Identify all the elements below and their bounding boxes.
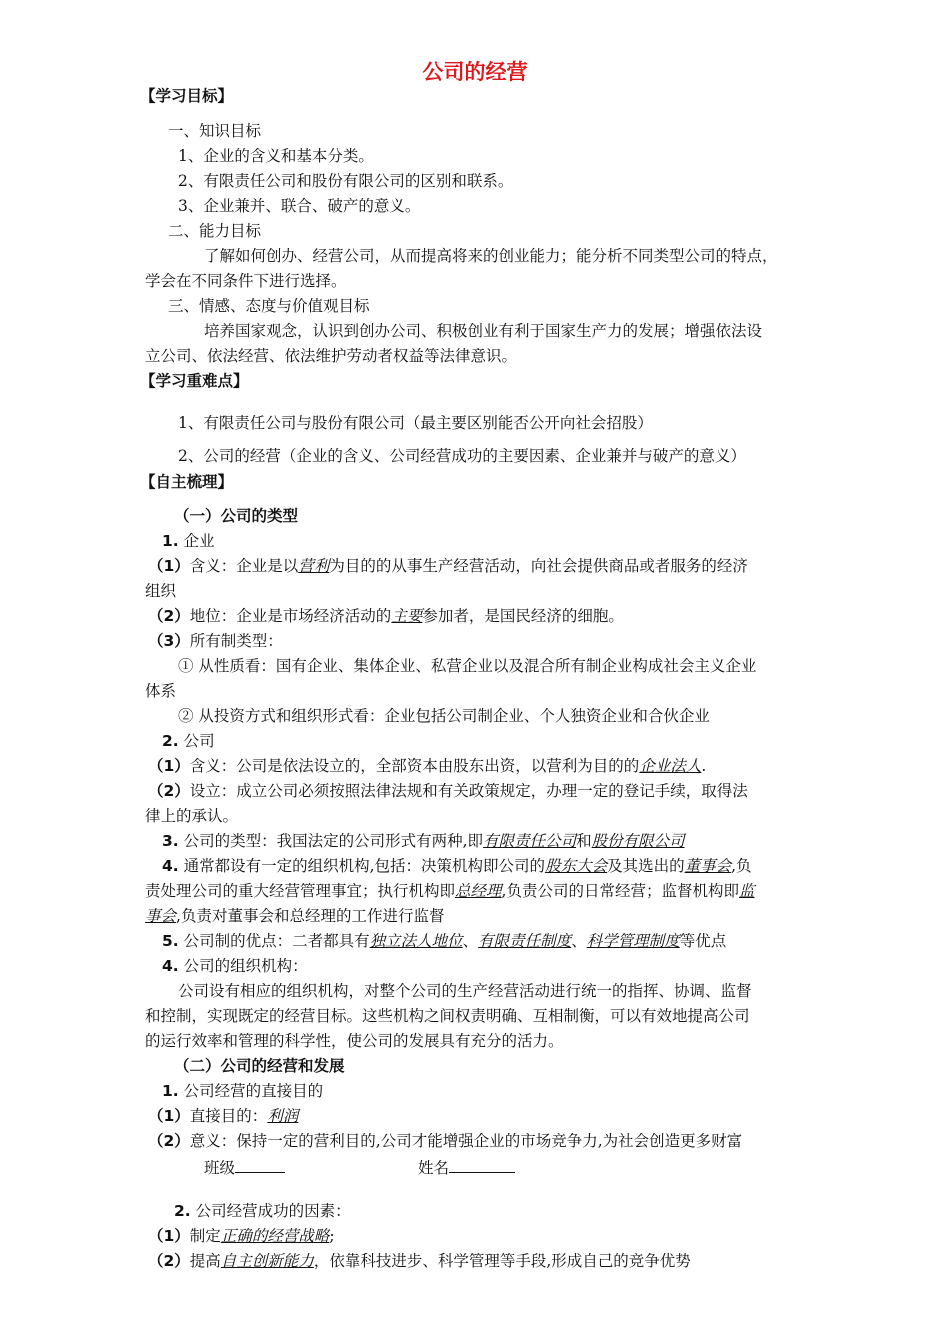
answer-underline: 监 xyxy=(738,882,755,900)
text: 和 xyxy=(576,832,592,850)
name-label: 姓名 xyxy=(418,1159,450,1177)
answer-underline: 股东大会 xyxy=(545,857,608,875)
heading-objectives: 【学习目标】 xyxy=(140,87,234,105)
ownership-types xyxy=(148,631,283,651)
company-establishment-cont: 律上的承认。 xyxy=(145,807,239,825)
text: 责处理公司的重大经营管理事宜；执行机构即 xyxy=(145,882,456,900)
text: 、 xyxy=(571,932,587,950)
item-number: （1） xyxy=(148,757,190,775)
text: 通常都设有一定的组织机构,包括：决策机构即公司的 xyxy=(183,857,546,875)
item-number: （3） xyxy=(148,632,190,650)
enterprise-definition xyxy=(148,556,748,576)
item-label: 企业 xyxy=(183,532,215,550)
ability-goal-heading: 二、能力目标 xyxy=(168,222,262,240)
class-field xyxy=(204,1156,285,1178)
name-blank[interactable] xyxy=(449,1156,515,1173)
ownership-by-nature-cont: 体系 xyxy=(145,682,177,700)
text: 为目的的从事生产经营活动，向社会提供商品或者服务的经济 xyxy=(329,557,748,575)
text: 参加者，是国民经济的细胞。 xyxy=(422,607,624,625)
key-point-2: 2、公司的经营（企业的含义、公司经营成功的主要因素、企业兼并与破产的意义） xyxy=(178,447,746,465)
emotion-goal-heading: 三、情感、态度与价值观目标 xyxy=(168,297,370,315)
answer-underline: 企业法人 xyxy=(639,757,702,775)
item-label: 公司经营的直接目的 xyxy=(183,1082,324,1100)
answer-underline: 正确的经营战略 xyxy=(220,1227,330,1245)
heading-self-study: 【自主梳理】 xyxy=(140,473,234,491)
text: 及其选出的 xyxy=(607,857,685,875)
organization-text-line-3: 的运行效率和管理的科学性，使公司的发展具有充分的活力。 xyxy=(145,1032,564,1050)
item-number: 4. xyxy=(162,957,179,975)
text: ,负责公司的日常经营；监督机构即 xyxy=(501,882,739,900)
enterprise-heading xyxy=(162,531,215,551)
company-advantages xyxy=(162,931,726,951)
answer-underline: 科学管理制度 xyxy=(586,932,680,950)
item-number: （2） xyxy=(148,1252,190,1270)
text: 设立：成立公司必须按照法律法规和有关政策规定，办理一定的登记手续，取得法 xyxy=(189,782,748,800)
text: 含义：公司是依法设立的，全部资本由股东出资，以营利为目的的 xyxy=(189,757,640,775)
ability-text-line-2: 学会在不同条件下进行选择。 xyxy=(145,272,347,290)
knowledge-item-3: 3、企业兼并、联合、破产的意义。 xyxy=(178,197,421,215)
class-blank[interactable] xyxy=(235,1156,285,1173)
answer-underline: 自主创新能力 xyxy=(220,1252,314,1270)
answer-underline: 总经理 xyxy=(455,882,502,900)
enterprise-definition-cont: 组织 xyxy=(145,582,177,600)
item-number: 1. xyxy=(162,532,179,550)
text: ,负 xyxy=(731,857,752,875)
document-title: 公司的经营 xyxy=(422,60,528,84)
company-types xyxy=(162,831,685,851)
company-establishment xyxy=(148,781,748,801)
answer-underline: 有限责任制度 xyxy=(478,932,572,950)
text: 含义：企业是以 xyxy=(189,557,299,575)
item-number: （1） xyxy=(148,1227,190,1245)
text: . xyxy=(701,757,707,775)
text: 地位：企业是市场经济活动的 xyxy=(189,607,392,625)
purpose-significance xyxy=(148,1131,742,1151)
answer-underline: 利润 xyxy=(267,1107,299,1125)
text: 提高 xyxy=(189,1252,221,1270)
answer-underline: 董事会 xyxy=(684,857,732,875)
item-label: 公司经营成功的因素： xyxy=(195,1202,351,1220)
item-number: 2. xyxy=(174,1202,191,1220)
company-heading xyxy=(162,731,215,751)
enterprise-status xyxy=(148,606,624,626)
emotion-text-line-1: 培养国家观念，认识到创办公司、积极创业有利于国家生产力的发展；增强依法设 xyxy=(204,322,763,340)
name-field xyxy=(418,1156,515,1178)
item-number: （1） xyxy=(148,1107,190,1125)
organization-structure-line-2 xyxy=(145,881,754,901)
answer-underline: 股份有限公司 xyxy=(591,832,685,850)
item-number: 2. xyxy=(162,732,179,750)
knowledge-item-1: 1、企业的含义和基本分类。 xyxy=(178,147,374,165)
text: 制定 xyxy=(189,1227,221,1245)
item-number: （2） xyxy=(148,1132,190,1150)
text: 直接目的： xyxy=(189,1107,268,1125)
organization-structure-line-3 xyxy=(145,906,444,926)
answer-underline: 事会 xyxy=(145,907,177,925)
text: 公司的组织机构： xyxy=(183,957,308,975)
knowledge-goal-heading: 一、知识目标 xyxy=(168,122,262,140)
text: 所有制类型： xyxy=(189,632,283,650)
section-2-heading: （二）公司的经营和发展 xyxy=(174,1057,345,1075)
emotion-text-line-2: 立公司、依法经营、依法维护劳动者权益等法律意识。 xyxy=(145,347,518,365)
item-number: 3. xyxy=(162,832,179,850)
ability-text-line-1: 了解如何创办、经营公司，从而提高将来的创业能力；能分析不同类型公司的特点， xyxy=(204,247,778,265)
text: 、 xyxy=(462,932,479,950)
success-factor-1 xyxy=(148,1226,335,1246)
item-number: （2） xyxy=(148,607,190,625)
answer-underline: 主要 xyxy=(391,607,423,625)
text: ,负责对董事会和总经理的工作进行监督 xyxy=(176,907,445,925)
ownership-by-nature: ① 从性质看：国有企业、集体企业、私营企业以及混合所有制企业构成社会主义企业 xyxy=(178,657,757,675)
text: 公司的类型：我国法定的公司形式有两种,即 xyxy=(183,832,484,850)
text: 意义：保持一定的营利目的,公司才能增强企业的市场竞争力,为社会创造更多财富 xyxy=(189,1132,743,1150)
direct-purpose xyxy=(148,1106,298,1126)
business-purpose-heading xyxy=(162,1081,323,1101)
item-number: 4. xyxy=(162,857,179,875)
success-factors-heading xyxy=(174,1201,351,1221)
answer-underline: 营利 xyxy=(298,557,330,575)
answer-underline: 独立法人地位 xyxy=(369,932,463,950)
text: 公司制的优点：二者都具有 xyxy=(183,932,370,950)
item-number: 1. xyxy=(162,1082,179,1100)
organization-heading xyxy=(162,956,308,976)
item-number: （2） xyxy=(148,782,190,800)
item-number: （1） xyxy=(148,557,190,575)
text: 等优点 xyxy=(679,932,727,950)
item-number: 5. xyxy=(162,932,179,950)
organization-text-line-1: 公司设有相应的组织机构，对整个公司的生产经营活动进行统一的指挥、协调、监督 xyxy=(178,982,752,1000)
organization-structure xyxy=(162,856,752,876)
key-point-1: 1、有限责任公司与股份有限公司（最主要区别能否公开向社会招股） xyxy=(178,414,653,432)
organization-text-line-2: 和控制，实现既定的经营目标。这些机构之间权责明确、互相制衡，可以有效地提高公司 xyxy=(145,1007,750,1025)
heading-key-points: 【学习重难点】 xyxy=(140,372,249,390)
ownership-by-form: ② 从投资方式和组织形式看：企业包括公司制企业、个人独资企业和合伙企业 xyxy=(178,707,710,725)
success-factor-2 xyxy=(148,1251,691,1271)
knowledge-item-2: 2、有限责任公司和股份有限公司的区别和联系。 xyxy=(178,172,514,190)
class-label: 班级 xyxy=(204,1159,236,1177)
company-definition xyxy=(148,756,706,776)
text: ; xyxy=(329,1227,335,1245)
answer-underline: 有限责任公司 xyxy=(483,832,577,850)
text: ，依靠科技进步、科学管理等手段,形成自己的竞争优势 xyxy=(313,1252,691,1270)
section-1-heading: （一）公司的类型 xyxy=(174,507,299,525)
item-label: 公司 xyxy=(183,732,215,750)
